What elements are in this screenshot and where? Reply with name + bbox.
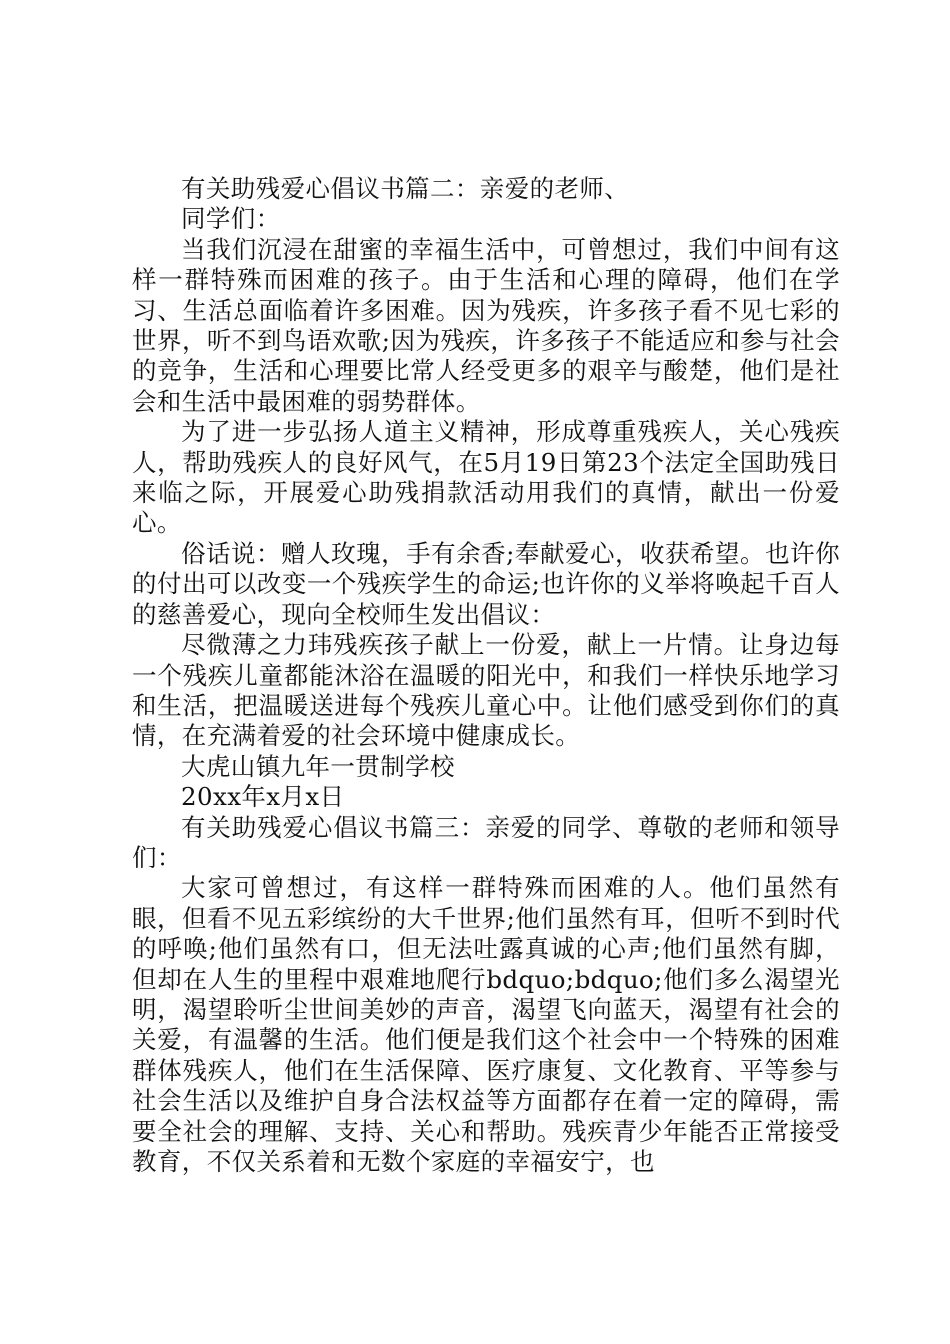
paragraph-body-3: 俗话说：赠人玫瑰，手有余香;奉献爱心，收获希望。也许你的付出可以改变一个残疾学生的命运;也许你的义举将唤起千百人的慈善爱心，现向全校师生发出倡议： [132, 538, 840, 629]
paragraph-body-4: 尽微薄之力玮残疾孩子献上一份爱，献上一片情。让身边每一个残疾儿童都能沐浴在温暖的阳光中，和我们一样快乐地学习和生活，把温暖送进每个残疾儿童心中。让他们感受到你们的真情，在充满着爱的社会环境中健康成长。 [132, 630, 840, 751]
paragraph-heading-2: 有关助残爱心倡议书篇二：亲爱的老师、 [181, 174, 630, 203]
document-page [132, 174, 840, 1177]
paragraph-salutation-2: 同学们： [181, 204, 281, 234]
paragraph-body-2: 为了进一步弘扬人道主义精神，形成尊重残疾人，关心残疾人，帮助残疾人的良好风气，在5月19日第23个法定全国助残日来临之际，开展爱心助残捐款活动用我们的真情，献出一份爱心。 [132, 417, 840, 538]
paragraph-signature-school: 大虎山镇九年一贯制学校 [181, 751, 455, 781]
paragraph-heading-3: 有关助残爱心倡议书篇三：亲爱的同学、尊敬的老师和领导们： [132, 812, 840, 872]
paragraph-body-1: 当我们沉浸在甜蜜的幸福生活中，可曾想过，我们中间有这样一群特殊而困难的孩子。由于生活和心理的障碍，他们在学习、生活总面临着许多困难。因为残疾，许多孩子看不见七彩的世界，听不到鸟语欢歌;因为残疾，许多孩子不能适应和参与社会的竞争，生活和心理要比常人经受更多的艰辛与酸楚，他们是社会和生活中最困难的弱势群体。 [132, 234, 840, 416]
paragraph-signature-date: 20xx年x月x日 [181, 782, 345, 812]
paragraph-body-5: 大家可曾想过，有这样一群特殊而困难的人。他们虽然有眼，但看不见五彩缤纷的大千世界;他们虽然有耳，但听不到时代的呼唤;他们虽然有口，但无法吐露真诚的心声;他们虽然有脚，但却在人生的里程中艰难地爬行bdquo;bdquo;他们多么渴望光明，渴望聆听尘世间美妙的声音，渴望飞向蓝天，渴望有社会的关爱，有温馨的生活。他们便是我们这个社会中一个特殊的困难群体残疾人，他们在生活保障、医疗康复、文化教育、平等参与社会生活以及维护自身合法权益等方面都存在着一定的障碍，需要全社会的理解、支持、关心和帮助。残疾青少年能否正常接受教育，不仅关系着和无数个家庭的幸福安宁，也 [132, 873, 840, 1176]
